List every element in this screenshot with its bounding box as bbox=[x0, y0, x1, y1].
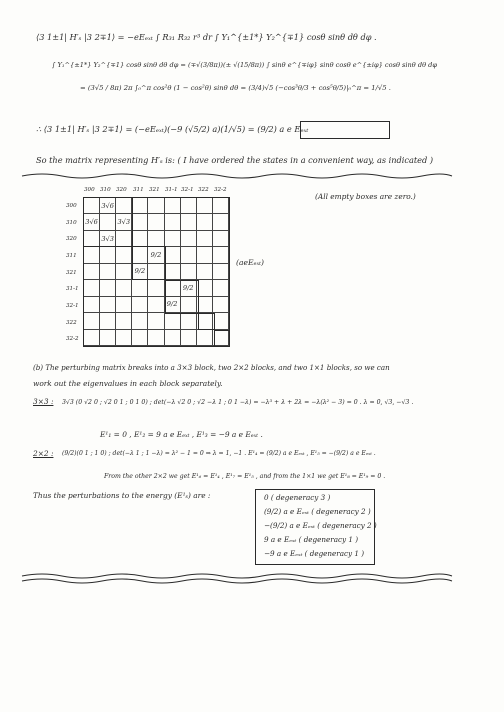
thus-line: Thus the perturbations to the energy (E¹ₛ) are : bbox=[33, 491, 211, 500]
matrix-factor: (aeEₑₓₜ) bbox=[236, 258, 264, 267]
matrix-intro: So the matrix representing H′ₛ is: ( I have ordered the states in a convenient way, as indicated ) bbox=[36, 155, 434, 165]
empty-boxes-note: (All empty boxes are zero.) bbox=[315, 192, 416, 201]
row-label-0: 300 bbox=[66, 203, 77, 209]
col-label-2: 320 bbox=[116, 187, 127, 193]
col-label-4: 321 bbox=[149, 187, 160, 193]
partb-line-1: (b) The perturbing matrix breaks into a 3×3 block, two 2×2 blocks, and two 1×1 blocks, so we can bbox=[33, 363, 390, 372]
row-label-7: 322 bbox=[66, 320, 77, 326]
row-label-6: 32-1 bbox=[66, 303, 79, 309]
col-label-3: 311 bbox=[133, 187, 144, 193]
eq-line-3: = (3√5 / 8π) 2π ∫₀^π cos²θ (1 − cos²θ) sinθ dθ = (3/4)√5 (−cos³θ/3 + cos⁵θ/5)|₀^π = 1/√5 . bbox=[80, 84, 391, 92]
row-label-2: 320 bbox=[66, 236, 77, 242]
col-label-1: 310 bbox=[100, 187, 111, 193]
answer-1: 0 ( degeneracy 3 ) bbox=[264, 493, 331, 502]
eq-line-1: ⟨3 1±1| H′ₛ |3 2∓1⟩ = −eEₑₓₜ ∫ R₃₁ R₃₂ r³ dr ∫ Y₁^{±1*} Y₂^{∓1} cosθ sinθ dθ dφ . bbox=[36, 32, 377, 42]
row-label-3: 311 bbox=[66, 253, 77, 259]
block22-eq: (9/2)(0 1 ; 1 0) ; det(−λ 1 ; 1 −λ) = λ² − 1 = 0 ⇒ λ = 1, −1 . E¹₄ = (9/2) a e Eₑₓₜ , E¹₅ = −(9/2) a e Eₑₓₜ . bbox=[62, 450, 376, 457]
answer-4: 9 a e Eₑₓₜ ( degeneracy 1 ) bbox=[264, 535, 359, 544]
matrix-entry: 9/2 bbox=[148, 247, 164, 263]
row-label-5: 31-1 bbox=[66, 286, 79, 292]
matrix-entry: 3√6 bbox=[84, 214, 100, 230]
partb-line-2: work out the eigenvalues in each block separately. bbox=[33, 379, 223, 388]
col-label-7: 322 bbox=[198, 187, 209, 193]
block33-results: E¹₁ = 0 , E¹₂ = 9 a e Eₑₓₜ , E¹₃ = −9 a e Eₑₓₜ . bbox=[100, 430, 263, 439]
answer-3: −(9/2) a e Eₑₓₜ ( degeneracy 2 ) bbox=[264, 521, 377, 530]
matrix-entry: 9/2 bbox=[132, 264, 148, 280]
block33-label: 3×3 : bbox=[33, 397, 54, 406]
eq-line-2: ∫ Y₁^{±1*} Y₂^{∓1} cosθ sinθ dθ dφ = (∓√(3/8π))(± √(15/8π)) ∫ sinθ e^{∓iφ} sinθ cosθ e^{±iφ} cosθ sinθ dθ dφ bbox=[52, 61, 437, 69]
answer-5: −9 a e Eₑₓₜ ( degeneracy 1 ) bbox=[264, 549, 365, 558]
matrix-entry: 9/2 bbox=[181, 280, 197, 296]
eq-line-4: ∴ ⟨3 1±1| H′ₛ |3 2∓1⟩ = (−eEₑₓₜ)(−9 (√5/2) a)(1/√5) = (9/2) a e Eₑₓₜ bbox=[36, 124, 309, 134]
row-label-4: 321 bbox=[66, 270, 77, 276]
row-label-8: 32-2 bbox=[66, 336, 79, 342]
answer-2: (9/2) a e Eₑₓₜ ( degeneracy 2 ) bbox=[264, 507, 371, 516]
matrix-entry: 3√3 bbox=[116, 214, 132, 230]
matrix-entry: 3√3 bbox=[100, 231, 116, 247]
block22-label: 2×2 : bbox=[33, 449, 54, 458]
row-label-1: 310 bbox=[66, 220, 77, 226]
col-label-8: 32-2 bbox=[214, 187, 227, 193]
col-label-6: 32-1 bbox=[181, 187, 194, 193]
col-label-0: 300 bbox=[84, 187, 95, 193]
matrix-entry: 9/2 bbox=[165, 297, 181, 313]
matrix-entry: 3√6 bbox=[100, 198, 116, 214]
block22-other: From the other 2×2 we get E¹₆ = E¹₄ , E¹₇ = E¹₅ , and from the 1×1 we get E¹₈ = E¹₉ = 0 . bbox=[104, 473, 386, 480]
block33-eq: 3√3 (0 √2 0 ; √2 0 1 ; 0 1 0) ; det(−λ √2 0 ; √2 −λ 1 ; 0 1 −λ) = −λ³ + λ + 2λ = −λ(λ² − 3) = 0 . λ = 0, √3, −√3 . bbox=[62, 399, 414, 406]
col-label-5: 31-1 bbox=[165, 187, 178, 193]
